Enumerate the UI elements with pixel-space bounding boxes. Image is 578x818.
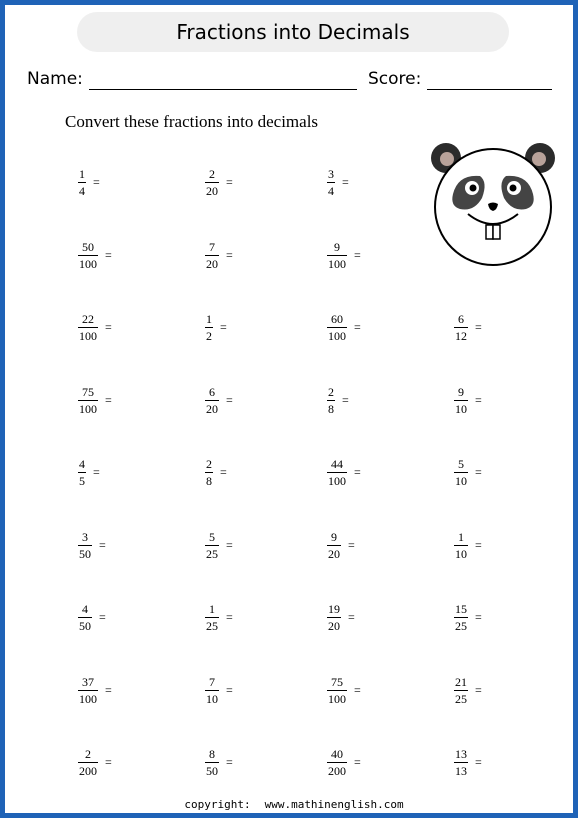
fraction-problem bbox=[78, 676, 112, 705]
denominator: 25 bbox=[455, 619, 467, 633]
fraction-problem bbox=[205, 603, 233, 632]
fraction-problem bbox=[327, 603, 355, 632]
numerator: 40 bbox=[331, 747, 343, 761]
fraction-problem bbox=[78, 241, 112, 270]
denominator: 8 bbox=[328, 402, 334, 416]
fraction bbox=[205, 676, 219, 705]
fraction-problem bbox=[327, 168, 349, 197]
numerator: 75 bbox=[82, 385, 94, 399]
numerator: 6 bbox=[458, 312, 464, 326]
numerator: 8 bbox=[209, 747, 215, 761]
denominator: 100 bbox=[79, 692, 97, 706]
fraction-problem bbox=[454, 748, 482, 777]
footer bbox=[5, 798, 578, 811]
fraction bbox=[78, 676, 98, 705]
fraction bbox=[205, 313, 213, 342]
fraction bbox=[78, 386, 98, 415]
fraction-problem bbox=[454, 313, 482, 342]
fraction bbox=[78, 241, 98, 270]
fraction bbox=[205, 168, 219, 197]
denominator: 100 bbox=[328, 329, 346, 343]
fraction bbox=[454, 386, 468, 415]
fraction-problem bbox=[78, 603, 106, 632]
fraction-problem bbox=[78, 531, 106, 560]
numerator: 5 bbox=[209, 530, 215, 544]
fraction bbox=[454, 458, 468, 487]
fraction bbox=[327, 603, 341, 632]
equals-sign: = bbox=[105, 755, 112, 769]
fraction-problem bbox=[78, 458, 100, 487]
fraction bbox=[454, 603, 468, 632]
fraction-problem bbox=[205, 313, 227, 342]
fraction-problem bbox=[327, 676, 361, 705]
numerator: 75 bbox=[331, 675, 343, 689]
fraction-problem bbox=[205, 458, 227, 487]
equals-sign: = bbox=[475, 393, 482, 407]
numerator: 6 bbox=[209, 385, 215, 399]
numerator: 60 bbox=[331, 312, 343, 326]
fraction-problem bbox=[78, 748, 112, 777]
equals-sign: = bbox=[348, 610, 355, 624]
worksheet-title: Fractions into Decimals bbox=[77, 12, 509, 52]
denominator: 100 bbox=[79, 402, 97, 416]
denominator: 25 bbox=[206, 619, 218, 633]
numerator: 9 bbox=[458, 385, 464, 399]
equals-sign: = bbox=[342, 393, 349, 407]
fraction bbox=[327, 313, 347, 342]
denominator: 13 bbox=[455, 764, 467, 778]
fraction bbox=[454, 748, 468, 777]
fraction-problem bbox=[327, 531, 355, 560]
fraction-problem bbox=[327, 748, 361, 777]
denominator: 50 bbox=[79, 619, 91, 633]
equals-sign: = bbox=[354, 320, 361, 334]
equals-sign: = bbox=[354, 683, 361, 697]
fraction-problem bbox=[78, 313, 112, 342]
numerator: 22 bbox=[82, 312, 94, 326]
fraction-problem bbox=[205, 241, 233, 270]
numerator: 3 bbox=[82, 530, 88, 544]
numerator: 13 bbox=[455, 747, 467, 761]
numerator: 1 bbox=[206, 312, 212, 326]
equals-sign: = bbox=[226, 610, 233, 624]
denominator: 8 bbox=[206, 474, 212, 488]
fraction bbox=[454, 531, 468, 560]
denominator: 200 bbox=[79, 764, 97, 778]
equals-sign: = bbox=[475, 755, 482, 769]
denominator: 10 bbox=[455, 474, 467, 488]
equals-sign: = bbox=[105, 248, 112, 262]
equals-sign: = bbox=[93, 465, 100, 479]
instructions: Convert these fractions into decimals bbox=[65, 112, 319, 131]
fraction-problem bbox=[205, 386, 233, 415]
equals-sign: = bbox=[220, 320, 227, 334]
equals-sign: = bbox=[105, 320, 112, 334]
numerator: 5 bbox=[458, 457, 464, 471]
fraction-problem bbox=[205, 168, 233, 197]
score-label: Score: bbox=[368, 69, 422, 89]
equals-sign: = bbox=[226, 175, 233, 189]
numerator: 3 bbox=[328, 167, 334, 181]
equals-sign: = bbox=[220, 465, 227, 479]
equals-sign: = bbox=[105, 393, 112, 407]
fraction bbox=[205, 603, 219, 632]
numerator: 7 bbox=[209, 240, 215, 254]
numerator: 37 bbox=[82, 675, 94, 689]
fraction bbox=[327, 168, 335, 197]
fraction-problem bbox=[205, 676, 233, 705]
equals-sign: = bbox=[475, 538, 482, 552]
fraction bbox=[205, 458, 213, 487]
numerator: 44 bbox=[331, 457, 343, 471]
denominator: 10 bbox=[206, 692, 218, 706]
equals-sign: = bbox=[226, 755, 233, 769]
name-line bbox=[89, 89, 357, 90]
denominator: 100 bbox=[79, 329, 97, 343]
equals-sign: = bbox=[342, 175, 349, 189]
fraction-problem bbox=[454, 458, 482, 487]
fraction bbox=[78, 313, 98, 342]
numerator: 9 bbox=[331, 530, 337, 544]
fraction-problem bbox=[78, 386, 112, 415]
fraction bbox=[327, 458, 347, 487]
fraction-problem bbox=[78, 168, 100, 197]
numerator: 21 bbox=[455, 675, 467, 689]
equals-sign: = bbox=[348, 538, 355, 552]
fraction bbox=[454, 313, 468, 342]
name-label: Name: bbox=[27, 69, 83, 89]
fraction bbox=[454, 676, 468, 705]
numerator: 4 bbox=[82, 602, 88, 616]
fraction-problem bbox=[454, 603, 482, 632]
copyright-label: copyright: bbox=[184, 798, 251, 811]
numerator: 19 bbox=[328, 602, 340, 616]
numerator: 2 bbox=[209, 167, 215, 181]
denominator: 20 bbox=[328, 547, 340, 561]
fraction-problem bbox=[327, 241, 361, 270]
equals-sign: = bbox=[99, 610, 106, 624]
fraction bbox=[78, 168, 86, 197]
numerator: 2 bbox=[85, 747, 91, 761]
worksheet-page bbox=[5, 5, 573, 813]
fraction bbox=[327, 748, 347, 777]
fraction bbox=[327, 386, 335, 415]
fraction bbox=[327, 241, 347, 270]
numerator: 50 bbox=[82, 240, 94, 254]
numerator: 2 bbox=[328, 385, 334, 399]
denominator: 2 bbox=[206, 329, 212, 343]
fraction-problem bbox=[327, 458, 361, 487]
denominator: 4 bbox=[328, 184, 334, 198]
numerator: 1 bbox=[458, 530, 464, 544]
site-url: www.mathinenglish.com bbox=[264, 798, 404, 811]
equals-sign: = bbox=[99, 538, 106, 552]
fraction-problem bbox=[454, 386, 482, 415]
denominator: 100 bbox=[328, 257, 346, 271]
numerator: 9 bbox=[334, 240, 340, 254]
numerator: 7 bbox=[209, 675, 215, 689]
fraction-problem bbox=[327, 313, 361, 342]
equals-sign: = bbox=[475, 320, 482, 334]
fraction bbox=[205, 748, 219, 777]
fraction-problem bbox=[205, 748, 233, 777]
fraction bbox=[327, 676, 347, 705]
equals-sign: = bbox=[93, 175, 100, 189]
equals-sign: = bbox=[475, 683, 482, 697]
denominator: 5 bbox=[79, 474, 85, 488]
numerator: 4 bbox=[79, 457, 85, 471]
denominator: 20 bbox=[206, 257, 218, 271]
numerator: 1 bbox=[209, 602, 215, 616]
fraction bbox=[78, 458, 86, 487]
denominator: 12 bbox=[455, 329, 467, 343]
fraction bbox=[205, 531, 219, 560]
equals-sign: = bbox=[475, 465, 482, 479]
equals-sign: = bbox=[226, 248, 233, 262]
equals-sign: = bbox=[226, 683, 233, 697]
numerator: 15 bbox=[455, 602, 467, 616]
fraction bbox=[327, 531, 341, 560]
denominator: 200 bbox=[328, 764, 346, 778]
equals-sign: = bbox=[354, 755, 361, 769]
denominator: 20 bbox=[328, 619, 340, 633]
fraction-problem bbox=[205, 531, 233, 560]
denominator: 100 bbox=[328, 692, 346, 706]
fraction-problem bbox=[454, 531, 482, 560]
denominator: 10 bbox=[455, 547, 467, 561]
equals-sign: = bbox=[226, 393, 233, 407]
fraction bbox=[78, 531, 92, 560]
fraction bbox=[78, 748, 98, 777]
equals-sign: = bbox=[475, 610, 482, 624]
equals-sign: = bbox=[354, 248, 361, 262]
score-line bbox=[427, 89, 552, 90]
equals-sign: = bbox=[226, 538, 233, 552]
numerator: 1 bbox=[79, 167, 85, 181]
fraction bbox=[205, 241, 219, 270]
denominator: 100 bbox=[79, 257, 97, 271]
denominator: 50 bbox=[206, 764, 218, 778]
denominator: 20 bbox=[206, 402, 218, 416]
panda-face-icon bbox=[430, 136, 556, 268]
fraction bbox=[205, 386, 219, 415]
fraction-problem bbox=[454, 676, 482, 705]
denominator: 50 bbox=[79, 547, 91, 561]
denominator: 10 bbox=[455, 402, 467, 416]
equals-sign: = bbox=[105, 683, 112, 697]
numerator: 2 bbox=[206, 457, 212, 471]
fraction bbox=[78, 603, 92, 632]
equals-sign: = bbox=[354, 465, 361, 479]
denominator: 20 bbox=[206, 184, 218, 198]
denominator: 4 bbox=[79, 184, 85, 198]
denominator: 100 bbox=[328, 474, 346, 488]
denominator: 25 bbox=[455, 692, 467, 706]
denominator: 25 bbox=[206, 547, 218, 561]
fraction-problem bbox=[327, 386, 349, 415]
